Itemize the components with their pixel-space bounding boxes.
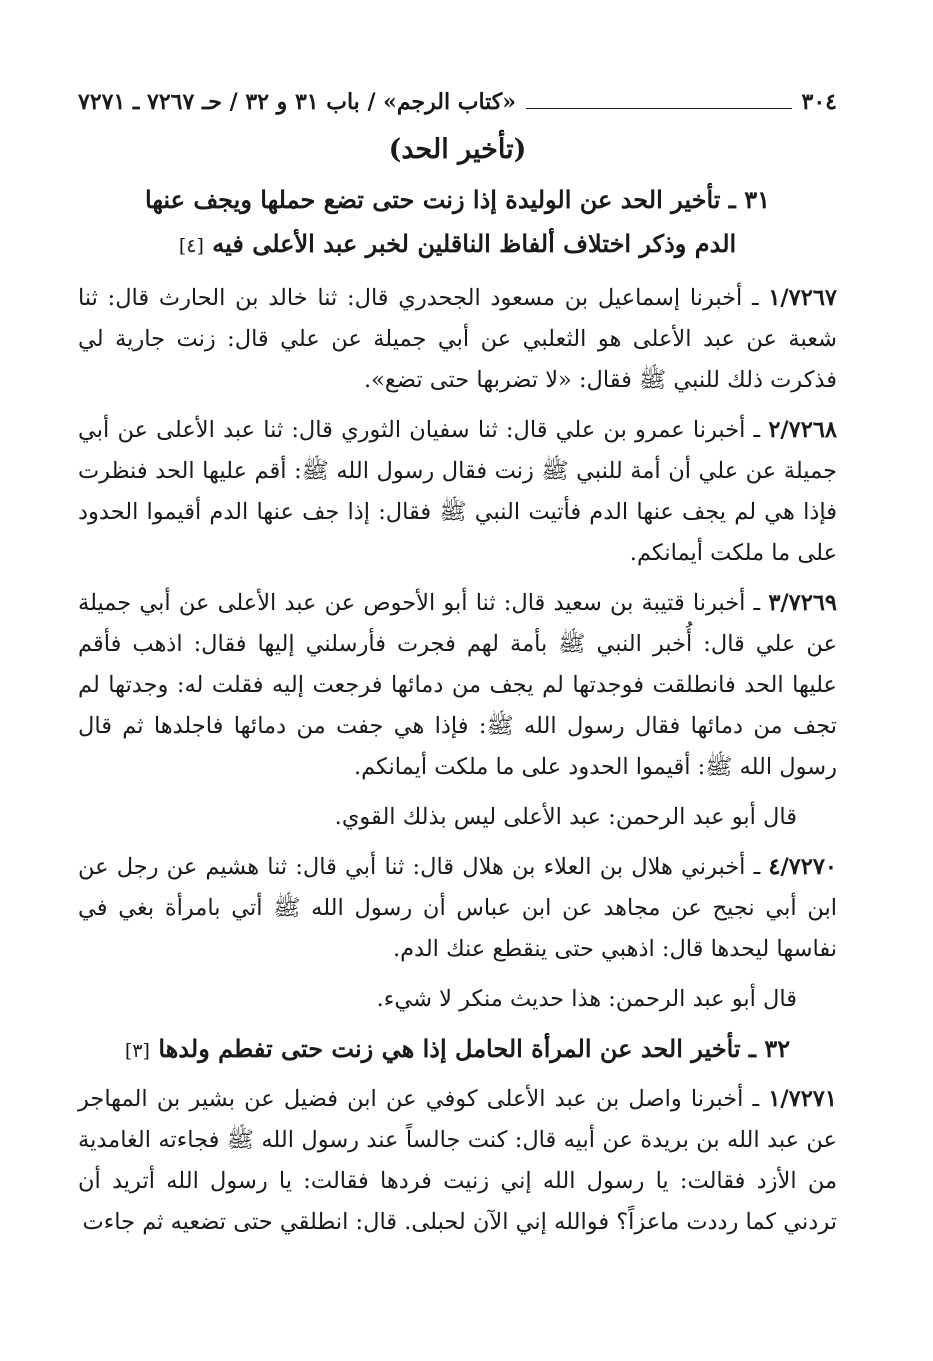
hadith-7268 [78,410,837,574]
section-title: (تأخير الحد) [388,134,527,165]
hadith-number: ١/٧٢٧١ [768,1086,837,1112]
page-number: ٣٠٤ [801,89,837,115]
hadith-text: ـ أخبرنا إسماعيل بن مسعود الجحدري قال: ثنا خالد بن الحارث قال: ثنا شعبة عن عبد الأعلى هو الثعلبي عن أبي جميلة عن علي قال: زنت جارية لي فذكرت ذلك للنبي ﷺ فقال: «لا تضربها حتى تضع». [78,285,837,393]
hadith-7270 [78,847,837,970]
hadith-text: ـ أخبرني هلال بن العلاء بن هلال قال: ثنا أبي قال: ثنا هشيم عن رجل عن ابن أبي نجيح عن مجاهد عن ابن عباس أن رسول الله ﷺ أتي بامرأة بغي في نفاسها ليحدها قال: اذهبي حتى ينقطع عنك الدم. [78,854,837,962]
hadith-text: ـ أخبرنا عمرو بن علي قال: ثنا سفيان الثوري قال: ثنا عبد الأعلى عن أبي جميلة عن علي أن أمة للنبي ﷺ زنت فقال رسول الله ﷺ: أقم عليها الحد فنظرت فإذا هي لم يجف عنها الدم فأتيت النبي ﷺ فقال: إذا جف عنها الدم أقيموا الحدود على ما ملكت أيمانكم. [78,417,837,566]
chapter-32-heading [78,1029,837,1071]
chapter-31-line-1: ٣١ ـ تأخير الحد عن الوليدة إذا زنت حتى تضع حملها ويجف عنها [145,185,770,214]
header-rule [526,108,792,109]
chapter-31-heading [78,178,837,268]
chapter-32-text: ٣٢ ـ تأخير الحد عن المرأة الحامل إذا هي زنت حتى تفطم ولدها [158,1034,791,1063]
header-title: «كتاب الرجم» / باب ٣١ و ٣٢ / حـ ٧٢٦٧ ـ ٧٢٧١ [78,89,517,115]
hadith-7267 [78,278,837,401]
hadith-number: ١/٧٢٦٧ [768,285,837,311]
hadith-text: ـ أخبرنا قتيبة بن سعيد قال: ثنا أبو الأحوص عن عبد الأعلى عن أبي جميلة عن علي قال: أُخبر النبي ﷺ بأمة لهم فجرت فأرسلني إليها فقال: اذهب فأقم عليها الحد فانطلقت فوجدتها لم يجف من دمائها فرجعت إليه فقلت له: وجدتها لم تجف من دمائها فقال رسول الله ﷺ: فإذا هي جفت من دمائها فاجلدها ثم قال رسول الله ﷺ: أقيموا الحدود على ما ملكت أيمانكم. [78,590,837,780]
hadith-number: ٤/٧٢٧٠ [768,854,838,880]
hadith-number: ٣/٧٢٦٩ [768,590,837,616]
running-header [78,84,837,116]
chapter-31-line-2-text: الدم وذكر اختلاف ألفاظ الناقلين لخبر عبد الأعلى فيه [212,229,737,258]
hadith-7269 [78,583,837,788]
chapter-32-ref: [٣] [124,1040,150,1062]
chapter-31-ref: [٤] [178,235,204,257]
chapter-31-line-2 [78,222,837,268]
author-note-2: قال أبو عبد الرحمن: هذا حديث منكر لا شيء. [376,986,797,1012]
hadith-number: ٢/٧٢٦٨ [768,417,837,443]
author-note-1: قال أبو عبد الرحمن: عبد الأعلى ليس بذلك القوي. [334,804,797,830]
hadith-text: ـ أخبرنا واصل بن عبد الأعلى كوفي عن ابن فضيل عن بشير بن المهاجر عن عبد الله بن بريدة عن أبيه قال: كنت جالساً عند رسول الله ﷺ فجاءته الغامدية من الأزد فقالت: يا رسول الله إني زنيت فردها فقالت: يا رسول الله أتريد أن تردني كما رددت ماعزاً؟ فوالله إني الآن لحبلى. قال: انطلقي حتى تضعيه ثم جاءت [78,1086,837,1235]
hadith-7271 [78,1079,837,1243]
